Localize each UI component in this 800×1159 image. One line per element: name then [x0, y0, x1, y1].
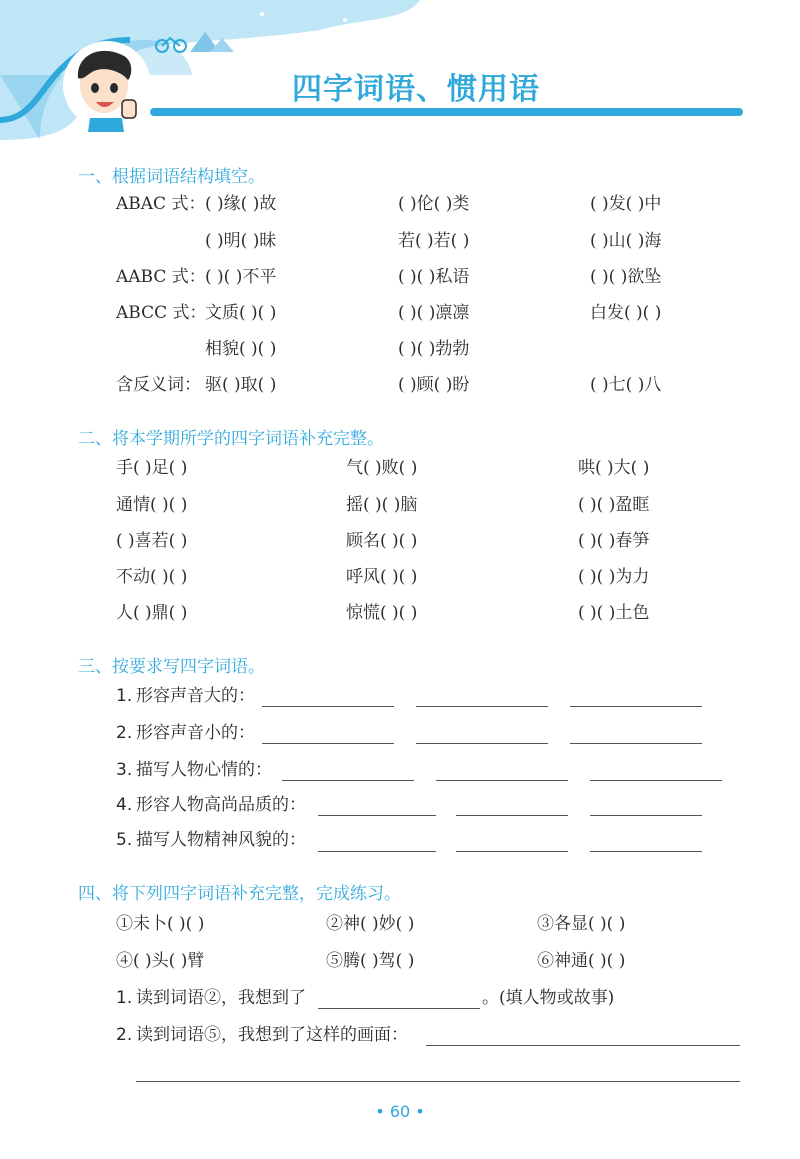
fill-item: 摇( )( )脑: [346, 495, 418, 515]
fill-item: ( )明( )昧: [205, 231, 277, 251]
fill-item: ( )( )不平: [205, 267, 277, 287]
fill-item: ⑥神通( )( ): [537, 951, 626, 971]
answer-line[interactable]: [456, 815, 568, 816]
answer-line[interactable]: [416, 743, 548, 744]
question-number: 2.: [116, 1025, 133, 1045]
fill-item: 气( )败( ): [346, 458, 418, 478]
answer-line[interactable]: [426, 1045, 740, 1046]
question-text: 形容人物高尚品质的：: [136, 795, 306, 815]
abcc-label: ABCC 式：: [116, 303, 207, 323]
answer-line[interactable]: [262, 706, 394, 707]
fill-item: ( )缘( )故: [205, 194, 277, 214]
fill-item: ①未卜( )( ): [116, 914, 205, 934]
fill-item: 惊慌( )( ): [346, 603, 418, 623]
question-number: 4.: [116, 795, 133, 815]
question-text: 描写人物精神风貌的：: [136, 830, 306, 850]
fill-item: ( )顾( )盼: [398, 375, 470, 395]
section-4-heading: 四、将下列四字词语补充完整，完成练习。: [78, 884, 401, 904]
section-3-heading: 三、按要求写四字词语。: [78, 657, 265, 677]
answer-line[interactable]: [136, 1081, 740, 1082]
question-text: 读到词语②，我想到了: [136, 988, 306, 1008]
aabc-label: AABC 式：: [116, 267, 206, 287]
fill-item: 哄( )大( ): [578, 458, 650, 478]
question-text: 形容声音大的：: [136, 686, 255, 706]
fill-item: ( )山( )海: [590, 231, 662, 251]
page-header: [0, 0, 800, 150]
fill-item: 顾名( )( ): [346, 531, 418, 551]
abac-label: ABAC 式：: [116, 194, 206, 214]
fill-item: ( )伦( )类: [398, 194, 470, 214]
fill-item: ( )( )春笋: [578, 531, 650, 551]
fill-item: 通情( )( ): [116, 495, 188, 515]
fill-item: 呼风( )( ): [346, 567, 418, 587]
fill-item: ④( )头( )臂: [116, 951, 205, 971]
fill-item: ( )( )欲坠: [590, 267, 662, 287]
fill-item: 文质( )( ): [205, 303, 277, 323]
answer-line[interactable]: [590, 780, 722, 781]
fill-item: ( )( )为力: [578, 567, 650, 587]
fill-item: 相貌( )( ): [205, 339, 277, 359]
answer-line[interactable]: [318, 815, 436, 816]
answer-line[interactable]: [318, 851, 436, 852]
fill-item: 不动( )( ): [116, 567, 188, 587]
question-number: 3.: [116, 760, 133, 780]
fill-item: ②神( )妙( ): [326, 914, 415, 934]
question-text: 描写人物心情的：: [136, 760, 272, 780]
answer-line[interactable]: [282, 780, 414, 781]
answer-line[interactable]: [436, 780, 568, 781]
fill-item: ( )七( )八: [590, 375, 662, 395]
fill-item: ( )( )私语: [398, 267, 470, 287]
boy-mascot-icon: [62, 40, 152, 135]
question-hint: 。(填人物或故事): [482, 988, 615, 1008]
fill-item: ( )( )土色: [578, 603, 650, 623]
fill-item: ( )发( )中: [590, 194, 662, 214]
answer-line[interactable]: [570, 706, 702, 707]
fill-item: ⑤腾( )驾( ): [326, 951, 415, 971]
fill-item: 驱( )取( ): [205, 375, 277, 395]
fill-item: 白发( )( ): [590, 303, 662, 323]
question-number: 2.: [116, 723, 133, 743]
question-number: 1.: [116, 988, 133, 1008]
fill-item: ( )喜若( ): [116, 531, 188, 551]
answer-line[interactable]: [456, 851, 568, 852]
fill-item: ( )( )凛凛: [398, 303, 470, 323]
fill-item: ③各显( )( ): [537, 914, 626, 934]
answer-line[interactable]: [590, 815, 702, 816]
section-2-heading: 二、将本学期所学的四字词语补充完整。: [78, 429, 384, 449]
fill-item: 手( )足( ): [116, 458, 188, 478]
fill-item: ( )( )盈眶: [578, 495, 650, 515]
fill-item: 若( )若( ): [398, 231, 470, 251]
page-number: • 60 •: [375, 1102, 425, 1121]
fill-item: ( )( )勃勃: [398, 339, 470, 359]
answer-line[interactable]: [570, 743, 702, 744]
section-1-heading: 一、根据词语结构填空。: [78, 167, 265, 187]
answer-line[interactable]: [262, 743, 394, 744]
question-number: 1.: [116, 686, 133, 706]
question-number: 5.: [116, 830, 133, 850]
question-text: 形容声音小的：: [136, 723, 255, 743]
page-title: 四字词语、惯用语: [292, 72, 540, 107]
fill-item: 人( )鼎( ): [116, 603, 188, 623]
question-text: 读到词语⑤，我想到了这样的画面：: [136, 1025, 408, 1045]
answer-line[interactable]: [416, 706, 548, 707]
answer-line[interactable]: [590, 851, 702, 852]
answer-line[interactable]: [318, 1008, 480, 1009]
antonym-label: 含反义词：: [116, 375, 201, 395]
